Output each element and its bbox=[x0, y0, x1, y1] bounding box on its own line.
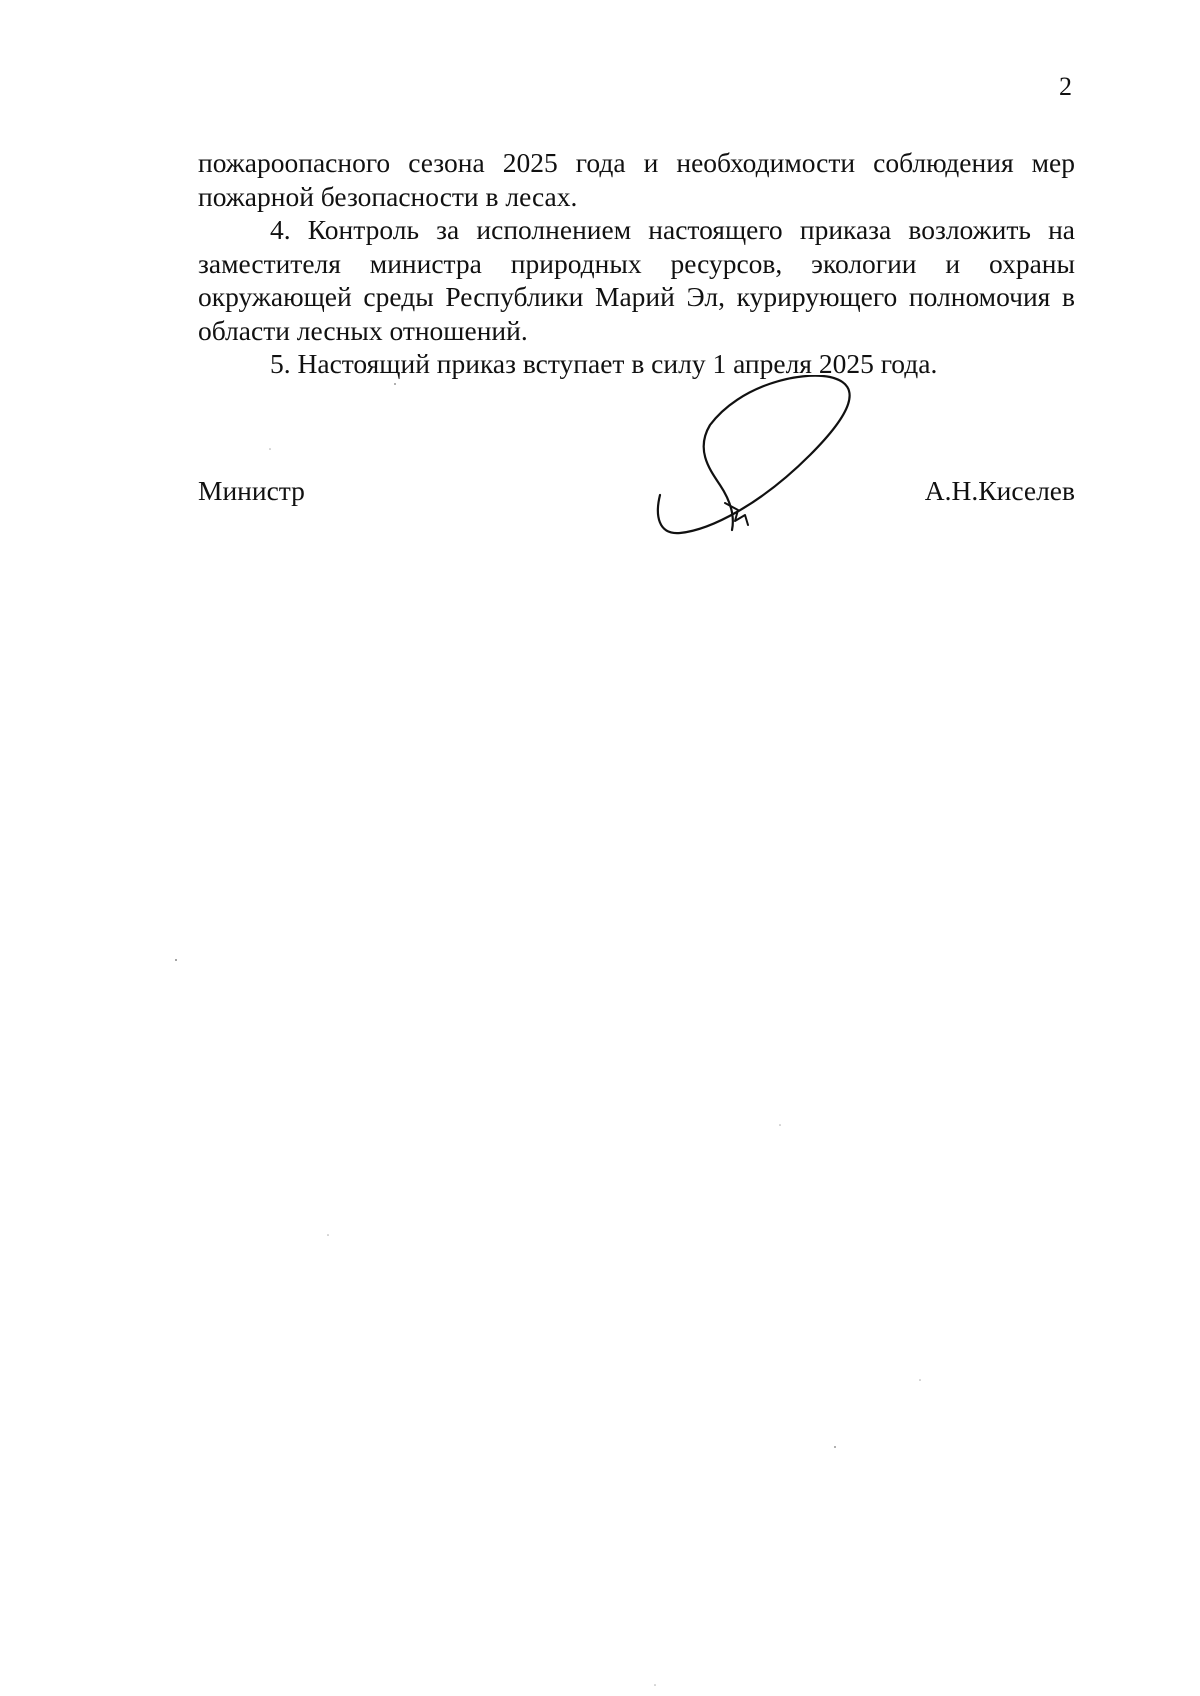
scan-speck bbox=[175, 959, 177, 961]
scan-speck bbox=[919, 1379, 921, 1381]
signature-stroke-main bbox=[658, 376, 850, 533]
signatory-title: Министр bbox=[198, 475, 305, 506]
signature-block bbox=[198, 474, 1075, 514]
scan-speck bbox=[654, 1684, 656, 1686]
scan-speck bbox=[834, 1446, 836, 1448]
scan-speck bbox=[327, 1234, 329, 1236]
document-body bbox=[198, 146, 1075, 381]
scan-speck bbox=[269, 448, 271, 450]
signatory-name: А.Н.Киселев bbox=[924, 475, 1075, 506]
paragraph-item-4: 4. Контроль за исполнением настоящего приказа возложить на заместителя министра природных ресурсов, экологии и охраны окружающей среды Республики Марий Эл, курирующего полномочия в области лесных отношений. bbox=[198, 214, 1075, 346]
page-number: 2 bbox=[1059, 72, 1072, 101]
scan-speck bbox=[394, 383, 396, 385]
handwritten-signature bbox=[650, 375, 870, 585]
scan-speck bbox=[779, 1124, 781, 1126]
paragraph-item-5: 5. Настоящий приказ вступает в силу 1 апреля 2025 года. bbox=[270, 348, 938, 379]
paragraph-continuation: пожароопасного сезона 2025 года и необходимости соблюдения мер пожарной безопасности в лесах. bbox=[198, 147, 1075, 212]
